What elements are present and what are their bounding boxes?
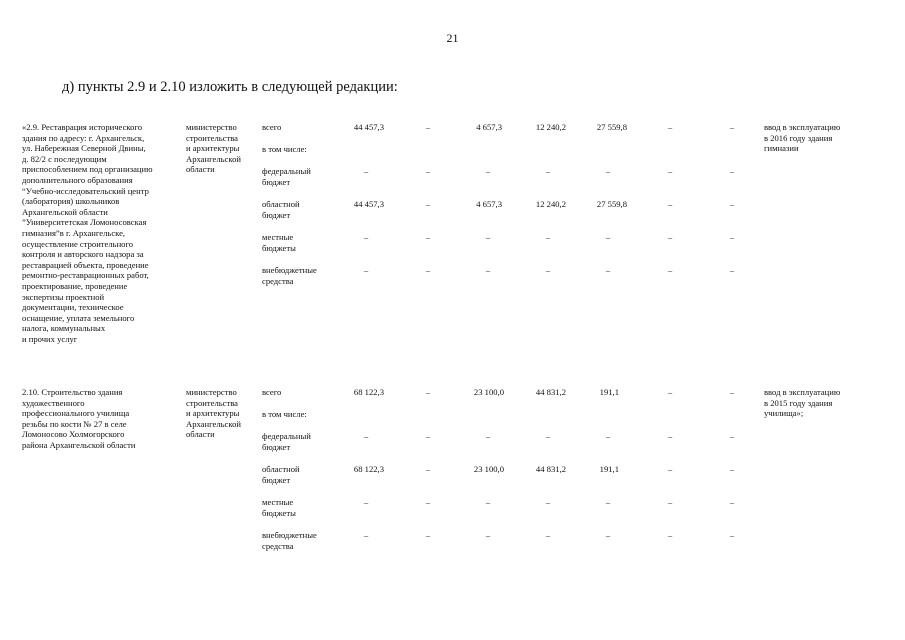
item-2-9-executor: министерство строительства и архитектуры Архангельской области: [186, 122, 241, 175]
cell-total: 68 122,3: [353, 387, 384, 397]
cell-2014: –: [425, 166, 431, 176]
cell-2014: –: [425, 232, 431, 242]
item-2-9-name: «2.9. Реставрация исторического здания по адресу: г. Архангельск, ул. Набережная Северной Двины, д. 82/2 с последующим приспособлением под организацию дополнительного образования “Учебно-исследовательский центр (лаборатория) школьников Архангельской области ”Университетская Ломоносовская гимназия”в г. Архангельске, осуществление строительного контроля и авторского надзора за реставрацией объекта, проведение ремонтно-реставрационных работ, проектирование, проведение экспертизы проектной документации, техническое оснащение, уплата земельного налога, коммунальных и прочих услуг: [22, 122, 153, 344]
cell-2015: 4 657,3: [476, 122, 502, 132]
cell-2016: 12 240,2: [535, 199, 566, 209]
cell-2017: 27 559,8: [596, 199, 627, 209]
item-2-10-name: 2.10. Строительство здания художественного профессионального училища резьбы по кости № 27 в селе Ломоносово Холмогорского района Архангельской области: [22, 387, 136, 450]
cell-total: –: [363, 166, 369, 176]
cell-2018: –: [667, 166, 673, 176]
cell-2016: –: [545, 497, 551, 507]
cell-2018: –: [667, 497, 673, 507]
cell-total: –: [363, 497, 369, 507]
cell-2015: 4 657,3: [476, 199, 502, 209]
cell-2017: 27 559,8: [596, 122, 627, 132]
cell-2019: –: [729, 464, 735, 474]
cell-2014: –: [425, 199, 431, 209]
source-label: в том числе:: [262, 409, 307, 419]
cell-2019: –: [729, 166, 735, 176]
cell-2015: –: [485, 497, 491, 507]
source-label: в том числе:: [262, 144, 307, 154]
source-label: федеральный бюджет: [262, 166, 311, 187]
source-label: всего: [262, 122, 282, 132]
cell-2018: –: [667, 530, 673, 540]
cell-total: 44 457,3: [353, 122, 384, 132]
cell-2015: –: [485, 232, 491, 242]
cell-2015: –: [485, 166, 491, 176]
cell-total: 44 457,3: [353, 199, 384, 209]
cell-2017: –: [605, 232, 611, 242]
cell-2017: –: [605, 497, 611, 507]
cell-2019: –: [729, 122, 735, 132]
source-label: федеральный бюджет: [262, 431, 311, 452]
item-2-9-result: ввод в эксплуатацию в 2016 году здания гимназии: [764, 122, 841, 154]
cell-2015: –: [485, 431, 491, 441]
cell-2017: –: [605, 431, 611, 441]
item-2-10-executor: министерство строительства и архитектуры Архангельской области: [186, 387, 241, 440]
cell-2019: –: [729, 530, 735, 540]
cell-2015: –: [485, 530, 491, 540]
item-2-10-result: ввод в эксплуатацию в 2015 году здания училища»;: [764, 387, 841, 419]
cell-2014: –: [425, 530, 431, 540]
source-label: внебюджетные средства: [262, 265, 317, 286]
source-label: местные бюджеты: [262, 497, 296, 518]
cell-2018: –: [667, 265, 673, 275]
cell-2017: –: [605, 265, 611, 275]
cell-total: –: [363, 530, 369, 540]
page-number: 21: [446, 31, 459, 45]
source-label: всего: [262, 387, 282, 397]
amendment-heading: д) пункты 2.9 и 2.10 изложить в следующей редакции:: [62, 79, 398, 95]
cell-2017: –: [605, 530, 611, 540]
cell-2019: –: [729, 497, 735, 507]
cell-2016: 12 240,2: [535, 122, 566, 132]
cell-total: –: [363, 265, 369, 275]
cell-2017: 191,1: [599, 464, 619, 474]
cell-2014: –: [425, 464, 431, 474]
cell-2014: –: [425, 387, 431, 397]
cell-2016: –: [545, 530, 551, 540]
cell-2017: 191,1: [599, 387, 619, 397]
cell-2016: –: [545, 431, 551, 441]
cell-2016: –: [545, 166, 551, 176]
cell-2018: –: [667, 232, 673, 242]
source-label: местные бюджеты: [262, 232, 296, 253]
cell-2014: –: [425, 122, 431, 132]
cell-2018: –: [667, 199, 673, 209]
cell-2019: –: [729, 387, 735, 397]
cell-2014: –: [425, 431, 431, 441]
source-label: областной бюджет: [262, 199, 300, 220]
cell-total: 68 122,3: [353, 464, 384, 474]
cell-2018: –: [667, 431, 673, 441]
cell-2015: 23 100,0: [473, 464, 504, 474]
cell-2016: 44 831,2: [535, 387, 566, 397]
cell-total: –: [363, 431, 369, 441]
cell-2018: –: [667, 464, 673, 474]
cell-2016: –: [545, 232, 551, 242]
cell-total: –: [363, 232, 369, 242]
cell-2018: –: [667, 122, 673, 132]
cell-2019: –: [729, 265, 735, 275]
cell-2016: 44 831,2: [535, 464, 566, 474]
cell-2017: –: [605, 166, 611, 176]
cell-2015: –: [485, 265, 491, 275]
source-label: внебюджетные средства: [262, 530, 317, 551]
cell-2018: –: [667, 387, 673, 397]
cell-2014: –: [425, 265, 431, 275]
source-label: областной бюджет: [262, 464, 300, 485]
cell-2014: –: [425, 497, 431, 507]
cell-2019: –: [729, 232, 735, 242]
cell-2015: 23 100,0: [473, 387, 504, 397]
cell-2016: –: [545, 265, 551, 275]
cell-2019: –: [729, 431, 735, 441]
cell-2019: –: [729, 199, 735, 209]
